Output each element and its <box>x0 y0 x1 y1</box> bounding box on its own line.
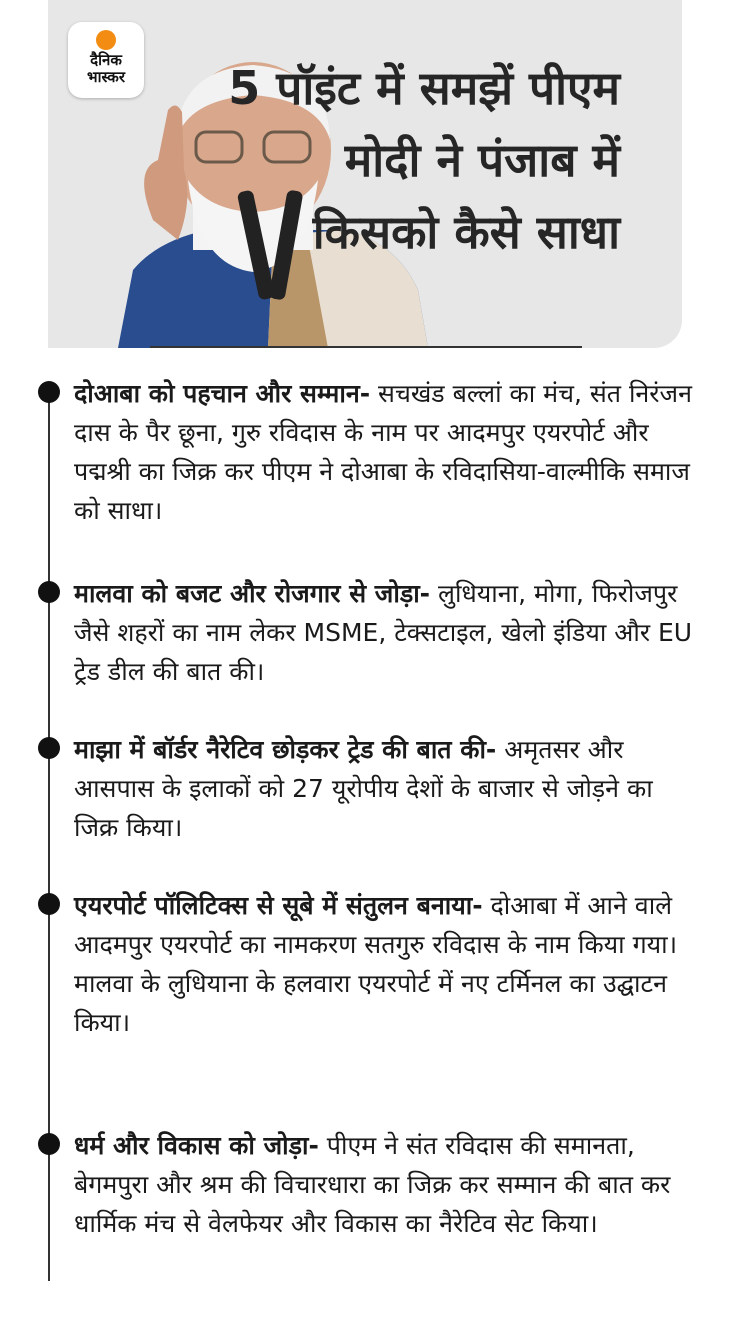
point-1-title: दोआबा को पहचान और सम्मान- <box>74 379 371 408</box>
point-5 <box>74 1126 700 1243</box>
headline: 5 पॉइंट में समझें पीएम मोदी ने पंजाब में किसको कैसे साधा <box>228 61 620 259</box>
bullet-icon <box>38 1133 60 1155</box>
brand-name-line2: भास्कर <box>87 68 125 86</box>
point-3-title: माझा में बॉर्डर नैरेटिव छोड़कर ट्रेड की बात की- <box>74 735 497 764</box>
point-3 <box>74 730 700 847</box>
bullet-icon <box>38 581 60 603</box>
point-3-text: अमृतसर और आसपास के इलाकों को 27 यूरोपीय देशों के बाजार से जोड़ने का जिक्र किया। <box>74 735 653 842</box>
point-2-text: लुधियाना, मोगा, फिरोजपुर जैसे शहरों का नाम लेकर MSME, टेक्सटाइल, खेलो इंडिया और EU ट्रेड डील की बात की। <box>74 579 693 686</box>
point-1 <box>74 374 700 530</box>
bullet-icon <box>38 893 60 915</box>
point-4 <box>74 886 700 1042</box>
point-4-text: दोआबा में आने वाले आदमपुर एयरपोर्ट का नामकरण सतगुरु रविदास के नाम किया गया। मालवा के लुधियाना के हलवारा एयरपोर्ट में नए टर्मिनल का उद्घाटन किया। <box>74 891 678 1037</box>
header-divider <box>150 346 582 348</box>
point-4-title: एयरपोर्ट पॉलिटिक्स से सूबे में संतुलन बनाया- <box>74 891 483 920</box>
point-5-text: पीएम ने संत रविदास की समानता, बेगमपुरा और श्रम की विचारधारा का जिक्र कर सम्मान की बात कर धार्मिक मंच से वेलफेयर और विकास का नैरेटिव सेट किया। <box>74 1131 671 1238</box>
point-5-title: धर्म और विकास को जोड़ा- <box>74 1131 319 1160</box>
header-panel <box>48 0 682 348</box>
bullet-icon <box>38 381 60 403</box>
bullet-icon <box>38 737 60 759</box>
point-1-text: सचखंड बल्लां का मंच, संत निरंजन दास के पैर छूना, गुरु रविदास के नाम पर आदमपुर एयरपोर्ट और पद्मश्री का जिक्र कर पीएम ने दोआबा के रविदासिया-वाल्मीकि समाज को साधा। <box>74 379 692 525</box>
brand-name-line1: दैनिक <box>90 51 122 69</box>
point-2 <box>74 574 700 691</box>
point-2-title: मालवा को बजट और रोजगार से जोड़ा- <box>74 579 431 608</box>
